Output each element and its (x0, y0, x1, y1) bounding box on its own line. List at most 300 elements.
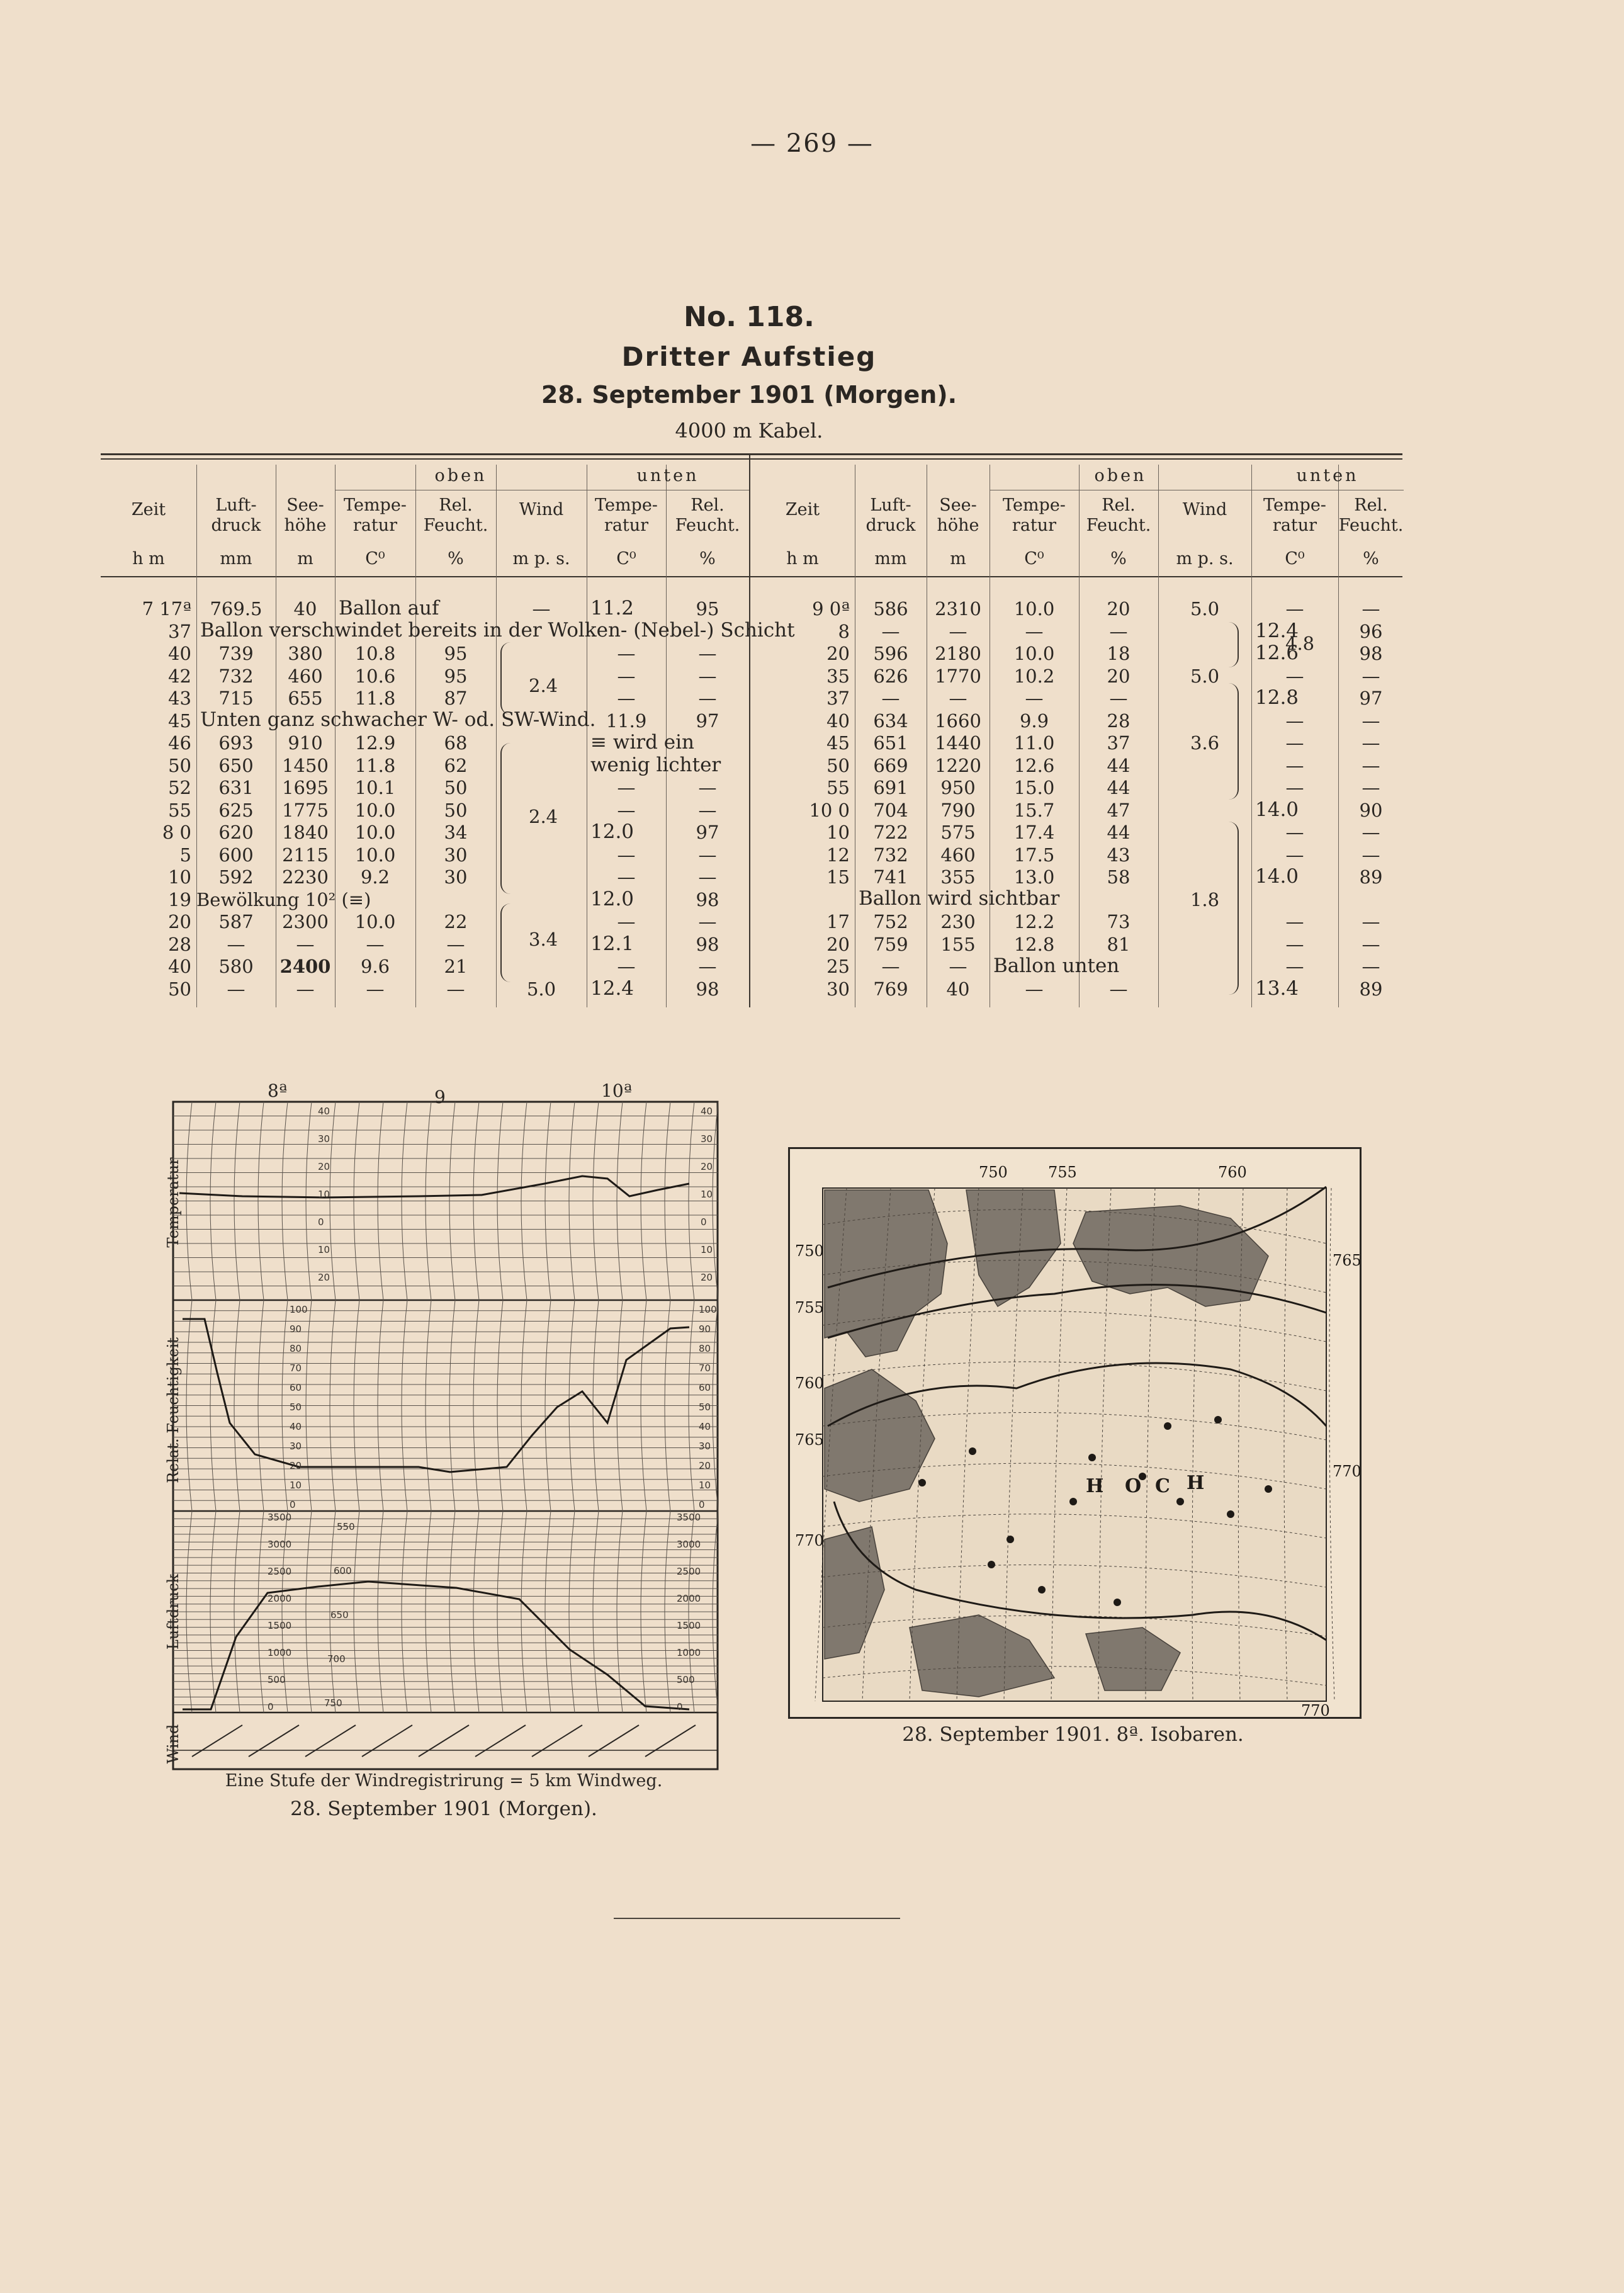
left-cell: 5 (179, 844, 191, 866)
left-cell-note: Ballon auf (339, 597, 439, 620)
right-header-oben: oben (1094, 466, 1147, 485)
right-cell: 1660 (935, 710, 981, 732)
pressure-tick-right: 1000 (677, 1647, 701, 1658)
temp-tick: 40 (318, 1106, 330, 1117)
right-cell: — (1285, 956, 1304, 977)
left-cell-note: wenig lichter (590, 753, 721, 776)
left-cell: — (296, 933, 315, 955)
humidity-tick-right: 90 (699, 1323, 711, 1335)
humidity-tick: 50 (290, 1401, 302, 1413)
right-cell: 55 (826, 777, 850, 798)
right-cell: — (949, 688, 967, 709)
table-left-half (101, 453, 795, 1007)
right-unit-1: mm (874, 549, 907, 569)
map-bottom-label: 770 (1301, 1702, 1330, 1719)
left-cell: — (617, 665, 636, 687)
left-cell: 1695 (282, 777, 329, 798)
right-cell: 704 (873, 799, 908, 821)
right-cell: 96 (1359, 620, 1383, 642)
left-cell: 10.0 (354, 911, 396, 932)
right-cell: 17 (826, 911, 850, 932)
left-cell: — (698, 777, 717, 798)
map-station (988, 1561, 995, 1568)
left-cell: 22 (444, 911, 468, 932)
left-cell: 631 (218, 777, 254, 798)
left-cell: 40 (168, 956, 191, 977)
left-cell: — (617, 911, 636, 932)
right-header-6: Tempe- ratur (1263, 495, 1326, 535)
pressure-tick-right: 3500 (677, 1512, 701, 1523)
humidity-tick: 10 (290, 1480, 302, 1491)
chart-wind-step (249, 1725, 299, 1757)
right-wind-brace (1229, 822, 1239, 995)
left-cell: 10.1 (354, 777, 396, 798)
right-cell: 752 (873, 911, 908, 932)
left-cell: 693 (218, 732, 254, 754)
humidity-tick-right: 80 (699, 1343, 711, 1354)
left-wind-brace (500, 903, 510, 982)
map-station (1088, 1454, 1096, 1461)
left-cell: Bewölkung 10² (≡) (196, 888, 371, 910)
right-cell: 651 (873, 732, 908, 754)
humidity-tick-right: 40 (699, 1421, 711, 1432)
map-top-label: 750 (979, 1163, 1008, 1181)
left-cell: 55 (168, 799, 191, 821)
left-row-time: 45 (168, 710, 191, 732)
right-cell: 37 (826, 688, 850, 709)
left-cell: 11.9 (606, 710, 647, 732)
right-cell: 155 (940, 933, 976, 955)
right-cell: — (1362, 710, 1380, 732)
pressure-tick: 1500 (268, 1620, 292, 1631)
map-left-label: 750 (795, 1242, 824, 1260)
map-station (1007, 1536, 1014, 1543)
right-wind-brace (1229, 622, 1239, 667)
humidity-tick: 20 (290, 1460, 302, 1471)
pressure-mark: 600 (334, 1565, 352, 1577)
map-left-label: 760 (795, 1374, 824, 1392)
right-header-5: Wind (1182, 500, 1227, 519)
right-unit-5: m p. s. (1176, 549, 1234, 569)
left-cell: 50 (168, 978, 191, 1000)
right-cell: — (1025, 688, 1044, 709)
right-cell: 460 (940, 844, 976, 866)
left-cell: — (698, 866, 717, 888)
left-unit-6: C⁰ (616, 549, 636, 569)
right-cell: — (1025, 620, 1044, 642)
left-header-unten: unten (636, 466, 699, 485)
temp-tick-right: 0 (701, 1216, 707, 1228)
left-row-note: Unten ganz schwacher W- od. SW-Wind. (200, 708, 596, 731)
map-station (969, 1447, 976, 1455)
right-cell: 98 (1359, 643, 1383, 664)
right-cell: 12 (826, 844, 850, 866)
left-cell: 8 0 (162, 822, 191, 843)
left-row-note: Ballon verschwindet bereits in der Wolken- (Nebel-) Schicht (200, 618, 795, 642)
left-cell: 50 (444, 799, 468, 821)
left-cell: 600 (218, 844, 254, 866)
right-unit-6: C⁰ (1285, 549, 1305, 569)
temp-tick-right: 40 (701, 1106, 713, 1117)
right-cell: — (1285, 777, 1304, 798)
right-cell: — (881, 688, 900, 709)
chart-wind-step (645, 1725, 696, 1757)
left-cell: 739 (218, 643, 254, 664)
right-cell: 3.6 (1190, 732, 1220, 754)
right-cell-note: Ballon unten (993, 954, 1120, 977)
left-cell: — (617, 956, 636, 977)
left-cell: — (296, 978, 315, 1000)
right-cell: 37 (1107, 732, 1131, 754)
left-cell: 10.0 (354, 822, 396, 843)
humidity-tick: 30 (290, 1441, 302, 1452)
temp-tick-right: 20 (701, 1272, 713, 1283)
pressure-tick-right: 1500 (677, 1620, 701, 1631)
left-unit-5: m p. s. (512, 549, 570, 569)
right-cell: 73 (1107, 911, 1131, 932)
left-cell: 52 (168, 777, 191, 798)
map-station (918, 1479, 926, 1486)
right-cell: — (1362, 911, 1380, 932)
left-cell: 650 (218, 754, 254, 776)
ascent-date: 28. September 1901 (Morgen). (541, 381, 957, 409)
right-cell: 44 (1107, 822, 1131, 843)
right-cell: 40 (826, 710, 850, 732)
right-cell: — (881, 956, 900, 977)
right-cell: 11.0 (1013, 732, 1055, 754)
right-cell: — (1362, 754, 1380, 776)
right-cell: 10.0 (1013, 598, 1055, 620)
right-cell: — (1362, 777, 1380, 798)
right-cell: 9.9 (1019, 710, 1049, 732)
map-top-label: 755 (1048, 1163, 1077, 1181)
left-cell: — (698, 799, 717, 821)
right-unit-4: % (1110, 549, 1127, 569)
temp-tick-right: 10 (701, 1244, 713, 1255)
left-cell: — (698, 956, 717, 977)
map-left-label: 770 (795, 1532, 824, 1549)
right-wind-brace (1229, 683, 1239, 800)
humidity-tick: 70 (290, 1362, 302, 1374)
left-header-3: Tempe- ratur (344, 495, 407, 535)
left-cell: 1450 (282, 754, 329, 776)
right-cell-note: 14.0 (1255, 865, 1299, 888)
temp-tick: 10 (318, 1244, 330, 1255)
left-cell: 98 (696, 933, 719, 955)
map-left-label: 765 (795, 1431, 824, 1449)
chart-time-label: 10ª (601, 1080, 632, 1101)
left-cell: 1840 (282, 822, 329, 843)
left-cell: 87 (444, 688, 468, 709)
left-cell: 11.8 (354, 754, 396, 776)
left-cell: — (227, 978, 245, 1000)
map-pressure-letter: H (1086, 1475, 1104, 1497)
right-cell: 741 (873, 866, 908, 888)
left-cell: — (227, 933, 245, 955)
left-unit-7: % (699, 549, 716, 569)
humidity-tick-right: 0 (699, 1499, 705, 1510)
left-cell: 655 (288, 688, 323, 709)
left-cell-note: 12.4 (590, 977, 634, 1000)
humidity-tick: 100 (290, 1304, 308, 1315)
right-cell: 2180 (935, 643, 981, 664)
left-cell: 1775 (282, 799, 329, 821)
map-station (1038, 1586, 1046, 1594)
right-cell: — (949, 620, 967, 642)
left-wind-value: 3.4 (529, 929, 558, 950)
right-cell: 17.4 (1013, 822, 1055, 843)
right-unit-2: m (950, 549, 966, 569)
left-cell: 98 (696, 888, 719, 910)
left-cell: 592 (218, 866, 254, 888)
bottom-rule (614, 1918, 900, 1919)
right-row-note: Ballon wird sichtbar (859, 886, 1060, 910)
pressure-tick: 2500 (268, 1566, 292, 1577)
map-station (1227, 1510, 1234, 1518)
cable-length: 4000 m Kabel. (675, 419, 823, 443)
page-number: — 269 — (750, 129, 874, 158)
ascent-title: Dritter Aufstieg (621, 341, 877, 372)
left-cell: 97 (696, 822, 719, 843)
right-cell-wind: 1.8 (1190, 888, 1220, 910)
left-header-1: Luft- druck (211, 495, 261, 535)
right-header-7: Rel. Feucht. (1338, 495, 1404, 535)
temp-tick-right: 20 (701, 1161, 713, 1172)
humidity-tick-right: 10 (699, 1480, 711, 1491)
right-cell: 10 (826, 822, 850, 843)
left-cell: 68 (444, 732, 468, 754)
right-cell: 355 (940, 866, 976, 888)
right-cell: 626 (873, 665, 908, 687)
right-cell: 950 (940, 777, 976, 798)
map-pressure-letter: C (1155, 1475, 1170, 1497)
pressure-tick: 500 (268, 1674, 286, 1685)
left-cell: 30 (444, 866, 468, 888)
left-cell: 10.6 (354, 665, 396, 687)
right-cell: 5.0 (1190, 598, 1220, 620)
temp-tick: 30 (318, 1133, 330, 1145)
right-cell: 45 (826, 732, 850, 754)
right-cell: — (1362, 956, 1380, 977)
humidity-curve (183, 1319, 689, 1472)
left-header-5: Wind (519, 500, 564, 519)
map-pressure-letter: O (1125, 1475, 1142, 1497)
temp-tick: 0 (318, 1216, 324, 1228)
right-cell: 12.6 (1013, 754, 1055, 776)
right-cell: 8 (838, 620, 850, 642)
left-cell: — (366, 933, 385, 955)
map-station (1164, 1422, 1171, 1430)
chart-wind-step (589, 1725, 639, 1757)
humidity-tick-right: 70 (699, 1362, 711, 1374)
registration-chart (164, 1080, 721, 1769)
right-cell: 1770 (935, 665, 981, 687)
right-cell: 20 (1107, 598, 1131, 620)
humidity-tick-right: 100 (699, 1304, 717, 1315)
right-cell: 97 (1359, 688, 1383, 709)
right-cell: — (1025, 978, 1044, 1000)
right-cell: 1440 (935, 732, 981, 754)
left-cell: — (446, 978, 465, 1000)
temp-tick: 20 (318, 1161, 330, 1172)
left-cell: 95 (444, 643, 468, 664)
left-cell: — (617, 866, 636, 888)
right-unit-3: C⁰ (1024, 549, 1044, 569)
right-cell: 790 (940, 799, 976, 821)
chart-text (164, 1080, 717, 1764)
left-header-2: See- höhe (284, 495, 327, 535)
right-cell: 15 (826, 866, 850, 888)
temp-tick: 20 (318, 1272, 330, 1283)
humidity-tick: 0 (290, 1499, 296, 1510)
map-station (1176, 1498, 1184, 1505)
left-cell: 40 (293, 598, 317, 620)
chart-panel-label: Relat. Feuchtigkeit (164, 1337, 182, 1483)
right-cell: — (1109, 688, 1128, 709)
chart-wind-step (362, 1725, 412, 1757)
right-cell: 20 (826, 933, 850, 955)
map-body (795, 1163, 1362, 1719)
pressure-tick: 0 (268, 1701, 274, 1713)
left-wind-value: 2.4 (529, 806, 558, 827)
right-cell: — (1285, 844, 1304, 866)
humidity-tick-right: 30 (699, 1441, 711, 1452)
right-cell: 1220 (935, 754, 981, 776)
left-col-line (496, 465, 497, 1007)
right-header-1: Luft- druck (866, 495, 916, 535)
map-caption: 28. September 1901. 8ª. Isobaren. (902, 1723, 1244, 1746)
chart-wind-step (475, 1725, 526, 1757)
left-cell: 10.8 (354, 643, 396, 664)
left-cell: 5.0 (526, 978, 556, 1000)
right-cell: 13.0 (1013, 866, 1055, 888)
right-cell-note: 13.4 (1255, 977, 1299, 1000)
right-unit-0: h m (786, 549, 819, 569)
right-cell: — (881, 620, 900, 642)
left-unit-3: C⁰ (365, 549, 385, 569)
chart-caption-date: 28. September 1901 (Morgen). (290, 1798, 597, 1820)
right-cell: — (1362, 598, 1380, 620)
right-cell: — (1362, 844, 1380, 866)
right-cell: 9 0ª (812, 598, 850, 620)
left-cell: 9.6 (360, 956, 390, 977)
left-cell: 2115 (282, 844, 329, 866)
pressure-tick-right: 3000 (677, 1539, 701, 1550)
left-header-oben: oben (434, 466, 487, 485)
right-cell: 81 (1107, 933, 1131, 955)
left-cell: 625 (218, 799, 254, 821)
left-cell: 40 (168, 643, 191, 664)
left-cell: — (366, 978, 385, 1000)
right-cell: — (1362, 822, 1380, 843)
right-cell: 17.5 (1013, 844, 1055, 866)
right-cell: — (1285, 822, 1304, 843)
temp-tick: 10 (318, 1189, 330, 1200)
right-cell: 732 (873, 844, 908, 866)
left-cell: 910 (288, 732, 323, 754)
right-cell: — (1285, 665, 1304, 687)
right-cell: 30 (826, 978, 850, 1000)
ascent-number: No. 118. (684, 301, 815, 333)
chart-wind-step (532, 1725, 582, 1757)
right-cell: 15.7 (1013, 799, 1055, 821)
humidity-tick: 90 (290, 1323, 302, 1335)
right-cell: 575 (940, 822, 976, 843)
left-wind-brace (500, 642, 510, 715)
right-cell: 586 (873, 598, 908, 620)
left-cell: 62 (444, 754, 468, 776)
map-right-label: 770 (1333, 1463, 1362, 1480)
right-cell: — (1109, 978, 1128, 1000)
pressure-mark: 650 (330, 1609, 349, 1621)
left-row-time: 37 (168, 620, 191, 642)
left-cell: 97 (696, 710, 719, 732)
right-cell: — (949, 956, 967, 977)
left-cell-note: 12.1 (590, 932, 634, 955)
right-header-0: Zeit (785, 500, 820, 519)
left-cell: 43 (168, 688, 191, 709)
left-cell: — (698, 844, 717, 866)
humidity-tick-right: 20 (699, 1460, 711, 1471)
right-header-2: See- höhe (937, 495, 979, 535)
left-cell: 732 (218, 665, 254, 687)
right-cell: 10.2 (1013, 665, 1055, 687)
right-cell: 10.0 (1013, 643, 1055, 664)
left-cell: 50 (168, 754, 191, 776)
left-cell: 2300 (282, 911, 329, 932)
right-cell: — (1362, 732, 1380, 754)
left-cell: 769.5 (210, 598, 262, 620)
left-cell-note: 12.0 (590, 887, 634, 910)
pressure-tick: 3500 (268, 1512, 292, 1523)
right-unit-7: % (1363, 549, 1379, 569)
right-cell: 691 (873, 777, 908, 798)
left-cell: 2230 (282, 866, 329, 888)
right-cell: — (1285, 710, 1304, 732)
left-cell: — (698, 688, 717, 709)
left-unit-1: mm (220, 549, 252, 569)
left-cell: 11.8 (354, 688, 396, 709)
right-cell: 5.0 (1190, 665, 1220, 687)
left-cell: 10 (168, 866, 191, 888)
right-cell: 90 (1359, 799, 1383, 821)
left-cell: 580 (218, 956, 254, 977)
map-station (1214, 1416, 1222, 1424)
isobar-map (788, 1147, 1362, 1719)
right-header-4: Rel. Feucht. (1086, 495, 1151, 535)
right-cell: 12.2 (1013, 911, 1055, 932)
left-cell: — (617, 688, 636, 709)
left-header-6: Tempe- ratur (595, 495, 658, 535)
left-cell: 12.9 (354, 732, 396, 754)
pressure-mark: 550 (337, 1521, 355, 1532)
left-cell: 42 (168, 665, 191, 687)
map-left-label: 755 (795, 1299, 824, 1316)
right-cell: — (1285, 754, 1304, 776)
right-cell: — (1285, 732, 1304, 754)
right-cell: 89 (1359, 866, 1383, 888)
chart-wind-step (305, 1725, 356, 1757)
right-cell: 15.0 (1013, 777, 1055, 798)
chart-grid (173, 1102, 718, 1769)
observation-table (101, 453, 1402, 1007)
chart-frame (173, 1102, 718, 1769)
map-top-label: 760 (1218, 1163, 1247, 1181)
right-cell-note: 12.4 (1255, 619, 1299, 642)
left-cell: 95 (444, 665, 468, 687)
left-unit-4: % (448, 549, 464, 569)
right-cell: — (1285, 598, 1304, 620)
